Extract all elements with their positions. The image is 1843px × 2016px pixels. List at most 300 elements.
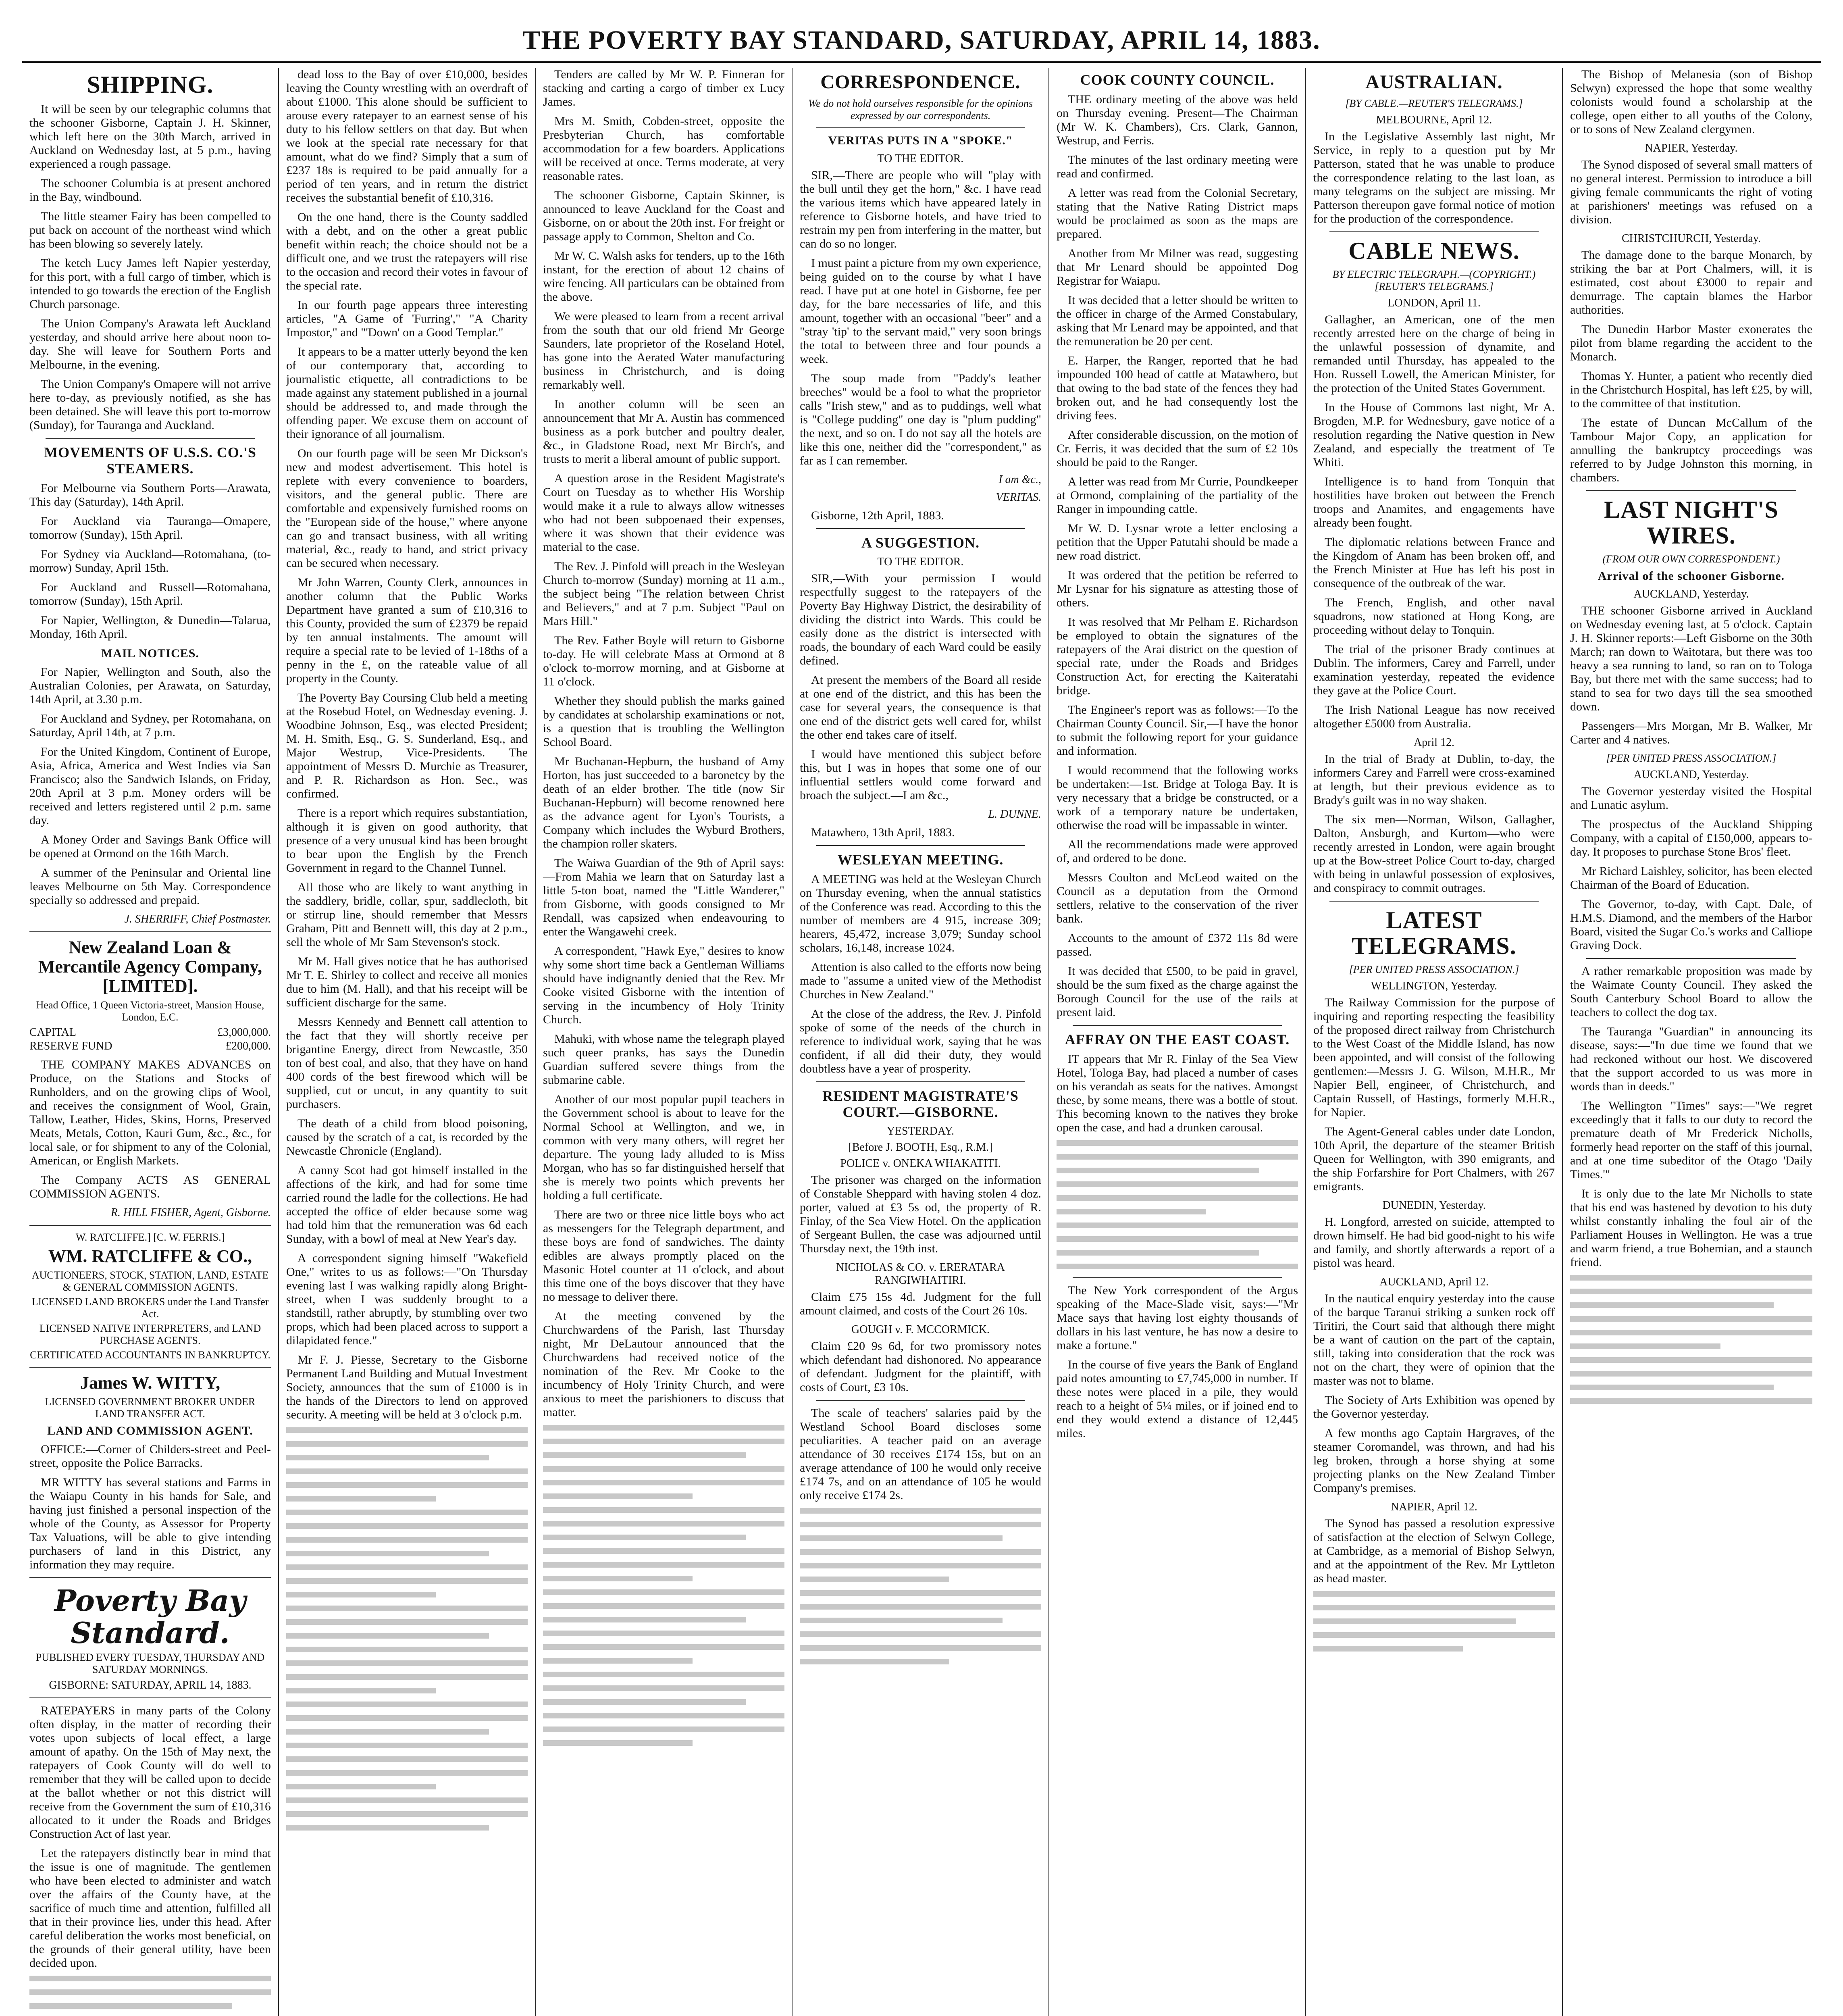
article-paragraph: Mr W. D. Lysnar wrote a letter enclosing a petition that the Upper Patutahi should be made a new road district.	[1057, 522, 1298, 562]
mail-paragraph: For Auckland and Sydney, per Rotomahana, on Saturday, April 14th, at 7 p.m.	[29, 712, 271, 739]
reserve-row	[29, 1039, 271, 1053]
article-paragraph: The damage done to the barque Monarch, by striking the bar at Port Chalmers, will, it is estimated, cost about £3000 to repair and demurrage. The captain blames the Harbor authorities.	[1570, 248, 1812, 317]
veritas-heading: VERITAS PUTS IN A "SPOKE."	[828, 134, 1013, 147]
text-line	[286, 1797, 528, 1803]
text-filler	[1057, 1140, 1298, 1269]
suggestion-heading: A SUGGESTION.	[861, 535, 980, 551]
text-line	[29, 1976, 271, 1981]
text-line	[800, 1563, 1041, 1568]
text-line	[543, 1439, 784, 1444]
dateline: LONDON, April 11.	[1387, 297, 1481, 309]
article-paragraph: A correspondent, "Hawk Eye," desires to know why some short time back a Gentleman Williams should have indignantly denied that the Rev. Mr Cooke visited Gisborne with the intention of serving in the incumbency of Holy Trinity Church.	[543, 944, 784, 1026]
witty-office: OFFICE:—Corner of Childers-street and Peel-street, opposite the Police Barracks.	[29, 1443, 271, 1470]
affray-heading: AFFRAY ON THE EAST COAST.	[1065, 1031, 1290, 1048]
text-line	[543, 1658, 693, 1664]
masthead-rule	[22, 61, 1821, 63]
last-nights-wires-heading: LAST NIGHT'S WIRES.	[1604, 496, 1779, 549]
correspondence-disclaimer: We do not hold ourselves responsible for the opinions expressed by our correspondents.	[808, 98, 1033, 121]
letter-closing: I am &c.,	[998, 473, 1041, 486]
text-line	[1057, 1209, 1206, 1214]
text-line	[1570, 1289, 1812, 1294]
article-paragraph: Mr John Warren, County Clerk, announces in another column that the Public Works Department have granted a sum of £10,316 to this County, provided the sum of £2379 be repaid by ten annual instalments. The amount will require a special rate to be levied of 1-18ths of a penny in the £, on the rateable value of all property in the County.	[286, 576, 528, 685]
dateline: CHRISTCHURCH, Yesterday.	[1621, 232, 1761, 245]
text-line	[286, 1702, 528, 1707]
article-paragraph: On the one hand, there is the County saddled with a debt, and on the other a great public benefit within reach; the choice should not be a difficult one, and we trust the ratepayers will rise to the occasion and record their votes in favour of the special rate.	[286, 210, 528, 292]
text-line	[286, 1427, 528, 1433]
text-line	[286, 1578, 528, 1584]
shipping-paragraph: It will be seen by our telegraphic columns that the schooner Gisborne, Captain J. H. Skinner, which left here on the 30th March, arrived in Auckland on Wednesday last, at 5 p.m., having experienced a rough passage.	[29, 102, 271, 171]
article-paragraph: Claim £20 9s 6d, for two promissory notes which defendant had dishonored. No appearance of defendant. Judgment for the plaintiff, with costs of Court, £3 10s.	[800, 1339, 1041, 1394]
text-line	[286, 1482, 528, 1488]
article-paragraph: dead loss to the Bay of over £10,000, besides leaving the County wrestling with an overdraft of about £1000. This alone should be sufficient to arouse every ratepayer to an earnest sense of his duty to his fellow settlers on that day. But when we look at the special rate necessary for that amount, what do we find? Simply that a sum of £237 18s is required to be paid annually for a period of ten years, and in return the district receives the substantial benefit of £10,316.	[286, 68, 528, 204]
divider	[29, 1367, 271, 1368]
article-paragraph: In the nautical enquiry yesterday into the cause of the barque Taranui striking a sunken rock off Tiritiri, the Court said that although there might be a want of caution on the part of the captain, still, taking into consideration that the rock was not on the chart, they were of opinion that the master was not to blame.	[1313, 1292, 1555, 1387]
text-line	[800, 1549, 1041, 1555]
article-paragraph: The Tauranga "Guardian" in announcing its disease, says:—"In due time we found that we had reckoned without our host. We discovered that the support accorded to us was more in words than in deeds."	[1570, 1025, 1812, 1093]
latest-telegrams-subheading: [PER UNITED PRESS ASSOCIATION.]	[1349, 964, 1519, 975]
article-paragraph: After considerable discussion, on the motion of Cr. Ferris, it was decided that the sum of £2 10s should be paid to the Ranger.	[1057, 428, 1298, 469]
letter-paragraph: I must paint a picture from my own experience, being guided on to the course by what I have read. I have put at one hotel in Gisborne, fee per day, for the bare necessaries of life, and this amount, together with an occasional "beer" and a "stray 'tip' to the servant maid," very soon brings the total to between three and four pounds a week.	[800, 256, 1041, 366]
dateline: AUCKLAND, Yesterday.	[1633, 588, 1749, 600]
text-line	[800, 1645, 1041, 1651]
ratcliffe-line: LICENSED LAND BROKERS under the Land Transfer Act.	[31, 1296, 269, 1320]
text-line	[543, 1685, 784, 1691]
ratcliffe-line: CERTIFICATED ACCOUNTANTS IN BANKRUPTCY.	[30, 1349, 270, 1361]
text-line	[29, 2003, 232, 2009]
text-line	[286, 1455, 489, 1460]
letter-paragraph: SIR,—There are people who will "play with the bull until they get the horn," &c. I have read the various items which have appeared lately in reference to Gisborne hotels, and have tried to restrain my pen from interfering in the matter, but can do so no longer.	[800, 169, 1041, 250]
text-line	[543, 1562, 784, 1568]
text-line	[286, 1674, 528, 1680]
text-line	[286, 1564, 528, 1570]
reserve-label: RESERVE FUND	[29, 1040, 112, 1052]
article-paragraph: All those who are likely to want anything in the saddlery, bridle, collar, spur, saddlecloth, bit or stirrup line, should remember that Messrs Graham, Pitt and Bennett will, this day at 2 p.m., sell the whole of Mr Sam Stevenson's stock.	[286, 881, 528, 949]
article-paragraph: It was ordered that the petition be referred to Mr Lysnar for his signature as attesting those of others.	[1057, 569, 1298, 609]
article-paragraph: The schooner Gisborne, Captain Skinner, is announced to leave Auckland for the Coast and Gisborne, on or about the 20th inst. For freight or passage apply to Common, Shelton and Co.	[543, 189, 784, 243]
text-line	[286, 1756, 528, 1762]
column-6	[1306, 68, 1563, 2016]
article-paragraph: IT appears that Mr R. Finlay of the Sea View Hotel, Tologa Bay, had placed a number of cases on his verandah as seats for the natives. Amongst these, by some means, there was a bottle of stout. This becoming known to the natives they broke open the case, and had a drunken carousal.	[1057, 1052, 1298, 1134]
text-line	[1570, 1275, 1812, 1281]
australian-subheading: [BY CABLE.—REUTER'S TELEGRAMS.]	[1345, 98, 1523, 109]
article-paragraph: It was decided that a letter should be written to the officer in charge of the Armed Constabulary, asking that Mr Lenard may be appointed, and that the remuneration be 20 per cent.	[1057, 294, 1298, 348]
text-line	[1057, 1154, 1298, 1160]
text-line	[800, 1577, 949, 1582]
article-paragraph: THE schooner Gisborne arrived in Auckland on Wednesday evening last, at 5 o'clock. Captain J. H. Skinner reports:—Left Gisborne on the 30th March; ran down to Waitotara, but there was too heavy a sea running to land, so ran on to Tologa Bay, but there met with the same success; had to stand to sea for two days till the sea smoothed down.	[1570, 604, 1812, 713]
article-paragraph: Mr M. Hall gives notice that he has authorised Mr T. E. Shirley to collect and receive all monies due to him (M. Hall), and that his receipt will be sufficient discharge for the same.	[286, 955, 528, 1009]
article-paragraph: In the House of Commons last night, Mr A. Brogden, M.P. for Wednesbury, gave notice of a resolution regarding the Native question in New Zealand, and especially the treatment of Te Whiti.	[1313, 401, 1555, 469]
witty-heading: James W. WITTY,	[80, 1373, 220, 1393]
text-line	[286, 1729, 489, 1735]
article-paragraph: The six men—Norman, Wilson, Gallagher, Dalton, Ansburgh, and Kurtom—who were recently arrested in London, were again brought up at the Bow-street Police Court to-day, charged with being in unlawful possession of explosives, and conspiracy to commit outrages.	[1313, 813, 1555, 895]
article-paragraph: Mr Buchanan-Hepburn, the husband of Amy Horton, has just succeeded to a baronetcy by the death of an elder brother. The title (now Sir Buchanan-Hepburn) will become renowned here as the advance agent for Lyon's Tourists, a Company which includes the Wyburd Brothers, the champion roller skaters.	[543, 755, 784, 850]
shipping-paragraph: The Union Company's Arawata left Auckland yesterday, and should arrive here about noon to-day. She will leave for Southern Ports and Melbourne, in the evening.	[29, 317, 271, 371]
article-paragraph: The Wellington "Times" says:—"We regret exceedingly that it falls to our duty to record the premature death of Mr Frederick Nicholls, formerly head reporter on the staff of this journal, and at one time subeditor of the Otago 'Daily Times.'"	[1570, 1099, 1812, 1181]
article-paragraph: In the trial of Brady at Dublin, to-day, the informers Carey and Farrell were cross-examined at length, but their previous evidence as to Brady's guilt was in no way shaken.	[1313, 752, 1555, 807]
text-line	[286, 1551, 489, 1556]
rm-court-day: YESTERDAY.	[886, 1125, 955, 1137]
text-line	[800, 1604, 1041, 1610]
text-line	[1570, 1357, 1812, 1363]
divider	[816, 845, 1025, 846]
column-4	[793, 68, 1049, 2016]
text-line	[286, 1510, 528, 1515]
movements-heading: MOVEMENTS OF U.S.S. CO.'S STEAMERS.	[44, 444, 256, 477]
movement-item: For Melbourne via Southern Ports—Arawata, This day (Saturday), 14th April.	[29, 481, 271, 508]
article-paragraph: Gallagher, an American, one of the men recently arrested here on the charge of being in the unlawful possession of dynamite, and remanded until Thursday, has appealed to the Hon. Russell Lowell, the American Minister, for the protection of the United States Government.	[1313, 313, 1555, 395]
article-paragraph: The Synod disposed of several small matters of no general interest. Permission to introduce a bill giving female communicants the right of voting at parishioners' meetings was refused on a division.	[1570, 158, 1812, 226]
article-paragraph: The Engineer's report was as follows:—To the Chairman County Council. Sir,—I have the honor to submit the following report for your guidance and information.	[1057, 703, 1298, 758]
divider	[29, 1697, 271, 1698]
article-paragraph: The New York correspondent of the Argus speaking of the Mace-Slade visit, says:—"Mr Mace says that having lost eighty thousands of dollars in his last venture, he has now a desire to make a fortune."	[1057, 1284, 1298, 1352]
witty-land-agent: LAND AND COMMISSION AGENT.	[47, 1424, 253, 1437]
article-paragraph: The Poverty Bay Coursing Club held a meeting at the Rosebud Hotel, on Wednesday evening. J. Woodbine Johnson, Esq., was elected President; M. H. Smith, Esq., G. S. Sunderland, Esq., and Major Westrup, Vice-Presidents. The appointment of Messrs D. Murchie as Treasurer, and P. R. Richardson as Hon. Sec., was confirmed.	[286, 691, 528, 800]
text-line	[543, 1493, 693, 1499]
article-paragraph: It appears to be a matter utterly beyond the ken of our contemporary that, according to journalistic etiquette, all contradictions to be made against any statement published in a journal should be addressed to, and made through the offending paper. We excuse them on account of their ignorance of all journalism.	[286, 345, 528, 441]
ratcliffe-line: AUCTIONEERS, STOCK, STATION, LAND, ESTATE & GENERAL COMMISSION AGENTS.	[31, 1269, 269, 1293]
text-line	[543, 1603, 784, 1609]
movement-item: For Sydney via Auckland—Rotomahana, (to-morrow) Sunday, April 15th.	[29, 548, 271, 575]
rm-case-title: NICHOLAS & CO. v. ERERATARA RANGIWHAITIRI.	[836, 1261, 1005, 1287]
text-filler	[1313, 1591, 1555, 1652]
shipping-paragraph: The little steamer Fairy has been compelled to put back on account of the northeast wind which has been blowing so severely lately.	[29, 210, 271, 250]
mail-notices-heading: MAIL NOTICES.	[101, 647, 200, 660]
article-paragraph: The Railway Commission for the purpose of inquiring and reporting respecting the feasibility of the proposed direct railway from Christchurch to the West Coast of the Middle Island, has now been appointed, and will consist of the following gentlemen:—Messrs J. G. Wilson, M.H.R., Mr Napier Bell, engineer, of Christchurch, and Captain Russell, of Hastings, formerly M.H.R., for Napier.	[1313, 996, 1555, 1119]
capital-row	[29, 1026, 271, 1039]
letter-signature: L. DUNNE.	[988, 808, 1041, 821]
text-line	[543, 1631, 784, 1636]
text-filler	[543, 1425, 784, 1746]
rm-court-heading: RESIDENT MAGISTRATE'S COURT.—GISBORNE.	[822, 1088, 1019, 1120]
article-paragraph: The French, English, and other naval squadrons, now stationed at Hong Kong, are proceeding without delay to Tonquin.	[1313, 596, 1555, 637]
letter-paragraph: The soup made from "Paddy's leather breeches" would be a fool to what the proprietor calls "Irish stew," and as to puddings, well what is "College pudding" one day is "plum pudding" the next, and so on. I do not say all the hotels are like this one, neither did the "correspondent," as far as I can remember.	[800, 372, 1041, 467]
text-line	[286, 1811, 528, 1817]
text-line	[286, 1770, 528, 1776]
article-paragraph: It is only due to the late Mr Nicholls to state that his end was hastened by devotion to his duty whilst constantly inhaling the foul air of the Parliament Houses in Wellington. He was a true and warm friend, a true Bohemian, and a staunch friend.	[1570, 1187, 1812, 1269]
text-line	[286, 1660, 528, 1666]
article-paragraph: The Irish National League has now received altogether £5000 from Australia.	[1313, 703, 1555, 730]
article-paragraph: A question arose in the Resident Magistrate's Court on Tuesday as to whether His Worship would make it a rule to always allow witnesses who had not been subpoenaed their expenses, where it was shown that their evidence was material to the case.	[543, 472, 784, 554]
ratcliffe-partners: W. RATCLIFFE.] [C. W. FERRIS.]	[75, 1231, 225, 1243]
text-line	[800, 1522, 1041, 1527]
australian-heading: AUSTRALIAN.	[1365, 71, 1503, 93]
column-3	[536, 68, 793, 2016]
article-paragraph: The estate of Duncan McCallum of the Tambour Major Copy, an application for annulling the bankruptcy proceedings was referred to by Judge Johnston this morning, in chambers.	[1570, 416, 1812, 484]
divider	[1586, 958, 1796, 959]
article-paragraph: Claim £75 15s 4d. Judgment for the full amount claimed, and costs of the Court 26 10s.	[800, 1290, 1041, 1317]
text-line	[543, 1548, 784, 1554]
text-line	[1570, 1343, 1720, 1349]
text-filler	[29, 1976, 271, 2016]
column-5	[1049, 68, 1306, 2016]
mail-paragraph: A Money Order and Savings Bank Office will be opened at Ormond on the 16th March.	[29, 833, 271, 860]
text-line	[286, 1523, 528, 1529]
text-line	[286, 1688, 436, 1693]
column-2	[279, 68, 536, 2016]
witty-paragraph: MR WITTY has several stations and Farms in the Waiapu County in his hands for Sale, and having just finished a personal inspection of the whole of the County, as Assessor for Property Tax Valuations, will be able to give intending purchasers of land in this District, any information they may require.	[29, 1476, 271, 1571]
shipping-heading: SHIPPING.	[87, 71, 214, 98]
article-paragraph: Messrs Kennedy and Bennett call attention to the fact that they will shortly receive per brigantine Energy, direct from Newcastle, 350 ton of best coal, and also, that they have on hand 400 cords of the best firewood which will be supplied, cut or uncut, in any quantity to suit purchasers.	[286, 1015, 528, 1111]
text-line	[286, 1619, 528, 1625]
dateline: April 12.	[1413, 736, 1455, 749]
letter-date: Matawhero, 13th April, 1883.	[811, 826, 955, 839]
article-paragraph: The prisoner was charged on the information of Constable Sheppard with having stolen 4 doz. porter, valued at £3 5s od, the property of R. Finlay, of the Sea View Hotel. On the application of Sergeant Bullen, the case was adjourned until Thursday next, the 19th inst.	[800, 1173, 1041, 1255]
divider	[816, 528, 1025, 529]
text-line	[286, 1633, 489, 1639]
text-line	[286, 1537, 528, 1543]
article-paragraph: Messrs Coulton and McLeod waited on the Council as a deputation from the Ormond settlers, relative to the conservation of the river bank.	[1057, 871, 1298, 925]
mail-paragraph: For the United Kingdom, Continent of Europe, Asia, Africa, America and West Indies via San Francisco; also the Sandwich Islands, on Friday, 20th April at 3 p.m. Money orders will be received and letters registered until 2 p.m. same day.	[29, 745, 271, 827]
text-line	[800, 1618, 1003, 1623]
text-line	[800, 1590, 1041, 1596]
text-line	[1570, 1385, 1774, 1390]
divider	[29, 1225, 271, 1226]
article-paragraph: In our fourth page appears three interesting articles, "A Game of 'Furring'," "A Charity Impostor," and "'Down' on a Good Templar."	[286, 298, 528, 339]
text-line	[543, 1507, 784, 1513]
article-paragraph: The diplomatic relations between France and the Kingdom of Anam has been broken off, and the French Minister at Hue has left his post in consequence of the outbreak of the war.	[1313, 535, 1555, 590]
article-paragraph: We were pleased to learn from a recent arrival from the south that our old friend Mr George Saunders, late proprietor of the Roseland Hotel, has gone into the Aerated Water manufacturing business in Christchurch, and is doing remarkably well.	[543, 310, 784, 392]
article-paragraph: In another column will be seen an announcement that Mr A. Austin has commenced business as a pork butcher and poultry dealer, &c., in Gladstone Road, next Mr Birch's, and trusts to merit a liberal amount of public support.	[543, 398, 784, 466]
article-paragraph: Another from Mr Milner was read, suggesting that Mr Lenard should be appointed Dog Registrar for Waiapu.	[1057, 247, 1298, 287]
text-line	[286, 1825, 489, 1831]
leader-paragraph: RATEPAYERS in many parts of the Colony often display, in the matter of recording their votes upon subjects of local effect, a large amount of apathy. On the 15th of May next, the ratepayers of Cook County will do well to remember that they will be called upon to decide at the ballot whether or not this district will receive from the Government the sum of £10,316 allocated to it under the Roads and Bridges Construction Act of last year.	[29, 1704, 271, 1841]
wesleyan-heading: WESLEYAN MEETING.	[837, 852, 1004, 868]
cable-news-subheading: BY ELECTRIC TELEGRAPH.—(COPYRIGHT.) [REUTER'S TELEGRAMS.]	[1332, 269, 1536, 292]
text-line	[1570, 1302, 1774, 1308]
letter-paragraph: SIR,—With your permission I would respectfully suggest to the ratepayers of the Poverty Bay Highway District, the desirability of dividing the district into Wards. This could be easily done as the district is intersected with roads, the boundary of each Ward could be easily defined.	[800, 572, 1041, 667]
text-filler	[286, 1427, 528, 1831]
text-line	[543, 1425, 784, 1431]
column-1	[22, 68, 279, 2016]
article-paragraph: Passengers—Mrs Morgan, Mr B. Walker, Mr Carter and 4 natives.	[1570, 719, 1812, 746]
article-paragraph: The prospectus of the Auckland Shipping Company, with a capital of £150,000, appears to-day. It proposes to purchase Stone Bros' fleet.	[1570, 818, 1812, 858]
article-paragraph: The trial of the prisoner Brady continues at Dublin. The informers, Carey and Farrell, under examination yesterday, repeated the evidence they gave at the Police Court.	[1313, 643, 1555, 697]
article-paragraph: Tenders are called by Mr W. P. Finneran for stacking and carting a cargo of timber ex Lucy James.	[543, 68, 784, 108]
shipping-paragraph: The schooner Columbia is at present anchored in the Bay, windbound.	[29, 177, 271, 204]
article-paragraph: Whether they should publish the marks gained by candidates at scholarship examinations or not, is a question that is troubling the Wellington School Board.	[543, 694, 784, 749]
text-line	[286, 1715, 528, 1721]
rm-court-before: [Before J. BOOTH, Esq., R.M.]	[848, 1141, 993, 1154]
text-line	[543, 1480, 784, 1485]
dateline: DUNEDIN, Yesterday.	[1382, 1199, 1486, 1212]
shipping-paragraph: The Union Company's Omapere will not arrive here to-day, as previously notified, as she has been detained. She will leave this port to-morrow (Sunday), for Tauranga and Auckland.	[29, 377, 271, 432]
mail-paragraph: For Napier, Wellington and South, also the Australian Colonies, per Arawata, on Saturday, 14th April, at 3.30 p.m.	[29, 665, 271, 706]
divider	[29, 1577, 271, 1578]
capital-value: £3,000,000.	[217, 1026, 271, 1039]
article-paragraph: All the recommendations made were approved of, and ordered to be done.	[1057, 838, 1298, 865]
text-line	[543, 1699, 746, 1705]
text-line	[286, 1606, 528, 1611]
article-paragraph: A correspondent signing himself "Wakefield One," writes to us as follows:—"On Thursday evening last I was walking rapidly along Bright-street, when I was suddenly brought to a standstill, rather abruptly, by stumbling over two props, which had been placed across to support a dilapidated fence."	[286, 1252, 528, 1347]
article-paragraph: The Waiwa Guardian of the 9th of April says:—From Mahia we learn that on Saturday last a little 5-ton boat, named the "Little Wanderer," from Gisborne, with goods consigned to Mr Rendall, was capsized when endeavouring to enter the Wangawehi creek.	[543, 856, 784, 938]
shipping-paragraph: The ketch Lucy James left Napier yesterday, for this port, with a full cargo of timber, which is intended to go towards the erection of the English Church parsonage.	[29, 256, 271, 311]
article-paragraph: A letter was read from the Colonial Secretary, stating that the Native Rating District maps would be proclaimed as soon as the maps are prepared.	[1057, 186, 1298, 241]
divider	[1586, 490, 1796, 491]
cable-news-heading: CABLE NEWS.	[1348, 237, 1520, 264]
text-line	[286, 1441, 528, 1447]
divider	[816, 1081, 1025, 1082]
dateline: NAPIER, April 12.	[1391, 1501, 1477, 1513]
article-paragraph: Mrs M. Smith, Cobden-street, opposite the Presbyterian Church, has comfortable accommodation for a few boarders. Applications will be received at once. Terms moderate, at very reasonable rates.	[543, 115, 784, 183]
article-paragraph: In the course of five years the Bank of England paid notes amounting to £7,745,000 in number. If these notes were placed in a pile, they would reach to a height of 5¼ miles, or if joined end to end they would extend a distance of 12,445 miles.	[1057, 1358, 1298, 1440]
article-paragraph: Intelligence is to hand from Tonquin that hostilities have broken out between the French troops and Anamites, and engagements have already been fought.	[1313, 475, 1555, 529]
article-paragraph: The scale of teachers' salaries paid by the Westland School Board discloses some peculiarities. A teacher paid on an average attendance of 30 receives £174 15s, but on an average attendance of 100 he would only receive £174 7s, and on an attendance of 105 he would only receive £174 2s.	[800, 1406, 1041, 1502]
text-line	[1570, 1316, 1812, 1322]
article-paragraph: On our fourth page will be seen Mr Dickson's new and modest advertisement. This hotel is replete with every convenience to boarders, visitors, and the general public. There are comfortable and expensively furnished rooms on the "European side of the house," where anyone can go and transact business, with all writing material, &c., ready to hand, and strict privacy can be secured when necessary.	[286, 447, 528, 570]
text-line	[1313, 1605, 1555, 1610]
letter-signature: VERITAS.	[996, 491, 1041, 504]
text-line	[1057, 1264, 1298, 1269]
last-nights-wires-subheading: (FROM OUR OWN CORRESPONDENT.)	[1602, 553, 1780, 565]
leader-paragraph: Let the ratepayers distinctly bear in mind that the issue is one of magnitude. The gentlemen who have been elected to administer and watch over the affairs of the County have, at the sacrifice of much time and attention, fulfilled all that in their province lies, under this head. After careful deliberation the works most beneficial, on the grounds of their general utility, have been decided upon.	[29, 1847, 271, 1970]
article-paragraph: Mr F. J. Piesse, Secretary to the Gisborne Permanent Land Building and Mutual Investment Society, announces that the sum of £1000 is in the hands of the Directors to lend on approved security. A meeting will be held at 3 o'clock p.m.	[286, 1353, 528, 1421]
divider	[816, 1400, 1025, 1401]
ratcliffe-heading: WM. RATCLIFFE & CO.,	[48, 1246, 252, 1266]
issue-dateline: GISBORNE: SATURDAY, APRIL 14, 1883.	[49, 1679, 252, 1691]
letter-paragraph: At present the members of the Board all reside at one end of the district, and this has been the case for several years, the consequence is that one end of the district gets well cared for, whilst the other end takes care of itself.	[800, 673, 1041, 741]
letter-date: Gisborne, 12th April, 1883.	[811, 509, 944, 522]
text-line	[1057, 1223, 1298, 1228]
text-line	[286, 1496, 436, 1502]
article-paragraph: The Synod has passed a resolution expressive of satisfaction at the election of Selwyn College, at Cambridge, as a memorial of Bishop Selwyn, and at the appointment of the Rev. Mr Lyttleton as head master.	[1313, 1517, 1555, 1585]
text-line	[543, 1576, 693, 1581]
nz-loan-office: Head Office, 1 Queen Victoria-street, Mansion House, London, E.C.	[36, 999, 264, 1023]
text-line	[286, 1743, 528, 1748]
article-paragraph: A few months ago Captain Hargraves, of the steamer Coromandel, was thrown, and had his leg broken, through a horse shying at some projecting planks on the New Zealand Timber Company's premises.	[1313, 1427, 1555, 1495]
movement-item: For Auckland and Russell—Rotomahana, tomorrow (Sunday), 15th April.	[29, 581, 271, 608]
capital-label: CAPITAL	[29, 1026, 76, 1039]
text-line	[800, 1535, 1003, 1541]
article-paragraph: The Dunedin Harbor Master exonerates the pilot from blame regarding the accident to the Monarch.	[1570, 323, 1812, 363]
to-editor: TO THE EDITOR.	[877, 152, 964, 165]
company-paragraph: The Company ACTS AS GENERAL COMMISSION AGENTS.	[29, 1173, 271, 1200]
article-paragraph: H. Longford, arrested on suicide, attempted to drown himself. He had bid good-night to his wife and family, and shortly afterwards a report of a pistol was heard.	[1313, 1215, 1555, 1270]
dateline: AUCKLAND, April 12.	[1379, 1276, 1489, 1288]
divider	[1329, 901, 1539, 902]
article-paragraph: The Governor, to-day, with Capt. Dale, of H.M.S. Diamond, and the members of the Harbor Board, visited the Sugar Co.'s works and Calliope Graving Dock.	[1570, 898, 1812, 952]
article-paragraph: A canny Scot had got himself installed in the affections of the kirk, and had for some time carried round the ladle for the collections. He had accepted the office of elder because some wag had told him that the remuneration was 6d each Sunday, with a bowl of meal at New Year's day.	[286, 1164, 528, 1245]
text-line	[29, 1989, 271, 1995]
text-line	[286, 1468, 528, 1474]
article-paragraph: E. Harper, the Ranger, reported that he had impounded 100 head of cattle at Matawhero, but that owing to the bad state of the fences they had broken out, and he had consequently lost the driving fees.	[1057, 354, 1298, 422]
text-line	[286, 1784, 436, 1789]
divider	[816, 127, 1025, 128]
text-filler	[1570, 1275, 1812, 1404]
text-line	[1057, 1168, 1259, 1173]
paper-title: Poverty Bay Standard.	[54, 1583, 246, 1650]
article-paragraph: At the close of the address, the Rev. J. Pinfold spoke of some of the needs of the church in reference to individual work, saying that he was confident, if all did their duty, they would doubtless have a year of prosperity.	[800, 1007, 1041, 1075]
correspondence-heading: CORRESPONDENCE.	[820, 71, 1021, 93]
text-line	[1570, 1330, 1812, 1335]
article-paragraph: It was decided that £500, to be paid in gravel, should be the sum fixed as the charge against the Borough Council for the use of the rails at present laid.	[1057, 964, 1298, 1019]
text-line	[1570, 1371, 1812, 1377]
article-paragraph: The Bishop of Melanesia (son of Bishop Selwyn) expressed the hope that some wealthy colonists would found a scholarship at the college, open either to all youths of the Colony, or to sons of New Zealand clergymen.	[1570, 68, 1812, 136]
article-paragraph: Mr W. C. Walsh asks for tenders, up to the 16th instant, for the erection of about 12 chains of wire fencing. All particulars can be obtained from the above.	[543, 249, 784, 304]
text-line	[286, 1592, 436, 1597]
text-line	[543, 1535, 746, 1540]
text-line	[286, 1647, 528, 1652]
article-paragraph: The minutes of the last ordinary meeting were read and confirmed.	[1057, 153, 1298, 180]
article-paragraph: A rather remarkable proposition was made by the Waimate County Council. They asked the South Canterbury School Board to allow the teachers to collect the dog tax.	[1570, 964, 1812, 1019]
divider	[1073, 1025, 1282, 1026]
article-paragraph: The Rev. Father Boyle will return to Gisborne to-day. He will celebrate Mass at Ormond at 8 o'clock to-morrow morning, and at Gisborne at 11 o'clock.	[543, 634, 784, 688]
text-line	[800, 1631, 1041, 1637]
agent-signature: R. HILL FISHER, Agent, Gisborne.	[110, 1206, 271, 1219]
company-paragraph: THE COMPANY MAKES ADVANCES on Produce, on the Stations and Stocks of Runholders, and on the growing clips of Wool, and receives the consignment of Wool, Grain, Tallow, Leather, Hides, Skins, Horns, Preserved Meats, Metals, Cotton, Kauri Gum, &c., &c., for local sale, or for shipment to any of the Colonial, American, or English Markets.	[29, 1058, 271, 1167]
article-paragraph: Mr Richard Laishley, solicitor, has been elected Chairman of the Board of Education.	[1570, 864, 1812, 891]
article-paragraph: A MEETING was held at the Wesleyan Church on Thursday evening, when the annual statistics of the Conference was read. According to this the number of members are 4 915, increase 309; hearers, 45,472, increase 3,079; Sunday school scholars, 16,148, increase 1024.	[800, 873, 1041, 954]
article-paragraph: The Governor yesterday visited the Hospital and Lunatic asylum.	[1570, 785, 1812, 812]
article-paragraph: A letter was read from Mr Currie, Poundkeeper at Ormond, complaining of the partiality of the Ranger in impounding cattle.	[1057, 475, 1298, 516]
masthead: THE POVERTY BAY STANDARD, SATURDAY, APRIL 14, 1883.	[522, 25, 1321, 55]
reserve-value: £200,000.	[226, 1040, 271, 1052]
text-line	[1057, 1236, 1298, 1242]
text-line	[1057, 1140, 1298, 1146]
letter-paragraph: I would have mentioned this subject before this, but I was in hopes that some one of our influential settlers would come forward and broach the subject.—I am &c.,	[800, 748, 1041, 802]
mail-paragraph: A summer of the Peninsular and Oriental line leaves Melbourne on 5th May. Correspondence specially so addressed and prepaid.	[29, 866, 271, 907]
text-line	[1313, 1646, 1463, 1652]
text-filler	[800, 1508, 1041, 1664]
text-line	[800, 1508, 1041, 1514]
columns	[22, 68, 1821, 2016]
text-line	[1313, 1632, 1555, 1638]
article-paragraph: It was resolved that Mr Pelham E. Richardson be employed to obtain the signatures of the ratepayers of the Arai district on the question of special rate, under the Roads and Bridges Construction Act, for erecting the Kaiteratahi bridge.	[1057, 615, 1298, 697]
arrival-heading: Arrival of the schooner Gisborne.	[1598, 569, 1785, 583]
text-line	[543, 1617, 746, 1622]
article-paragraph: The death of a child from blood poisoning, caused by the scratch of a cat, is recorded by the Newcastle Chronicle (England).	[286, 1117, 528, 1158]
cook-county-heading: COOK COUNTY COUNCIL.	[1080, 72, 1275, 88]
text-line	[543, 1466, 784, 1472]
article-paragraph: I would recommend that the following works be undertaken:—1st. Bridge at Tologa Bay. It is very necessary that a bridge be constructed, or a work of a temporary nature be undertaken, otherwise the road will be impassable in winter.	[1057, 764, 1298, 832]
text-line	[800, 1659, 949, 1664]
article-paragraph: In the Legislative Assembly last night, Mr Service, in reply to a question put by Mr Patterson, stated that he was unable to produce the correspondence relating to the last loan, as many telegrams on the subject are missing. Mr Patterson thereupon gave formal notice of motion for the production of the correspondence.	[1313, 130, 1555, 225]
article-paragraph: Attention is also called to the efforts now being made to "assume a united view of the Methodist Churches in New Zealand."	[800, 960, 1041, 1001]
text-line	[543, 1672, 784, 1677]
ratcliffe-line: LICENSED NATIVE INTERPRETERS, and LAND PURCHASE AGENTS.	[39, 1322, 261, 1346]
article-paragraph: THE ordinary meeting of the above was held on Thursday evening. Present—The Chairman (Mr W. K. Chambers), Crs. Clark, Gannon, Westrup, and Ferris.	[1057, 93, 1298, 147]
article-paragraph: At the meeting convened by the Churchwardens of the Parish, last Thursday night, Mr DeLautour announced that the Churchwardens had received notice of the nomination of the Rev. Mr Cooke to the incumbency of Holy Trinity Church, and were anxious to meet the parishioners to discuss that matter.	[543, 1310, 784, 1419]
rm-case-title: POLICE v. ONEKA WHAKATITI.	[840, 1157, 1001, 1170]
article-paragraph: There are two or three nice little boys who act as messengers for the Telegraph department, and these boys are fond of sandwiches. The dainty edibles are always promptly placed on the Masonic Hotel counter at 11 o'clock, and about this time one of the boys discover that they have no message to deliver there.	[543, 1208, 784, 1304]
divider	[1329, 231, 1539, 232]
postmaster-signature: J. SHERRIFF, Chief Postmaster.	[124, 913, 271, 925]
article-paragraph: Thomas Y. Hunter, a patient who recently died in the Christchurch Hospital, has left £25, by will, to the committee of that institution.	[1570, 369, 1812, 410]
dateline: MELBOURNE, April 12.	[1376, 114, 1492, 126]
divider	[29, 931, 271, 932]
text-line	[1057, 1195, 1298, 1201]
dateline: NAPIER, Yesterday.	[1645, 142, 1738, 154]
divider	[46, 438, 255, 439]
text-line	[1057, 1250, 1259, 1256]
divider	[1073, 1277, 1282, 1278]
text-line	[1570, 1398, 1812, 1404]
text-line	[543, 1727, 784, 1732]
text-line	[543, 1740, 693, 1746]
rm-case-title: GOUGH v. F. MCCORMICK.	[851, 1323, 990, 1336]
movement-item: For Auckland via Tauranga—Omapere, tomorrow (Sunday), 15th April.	[29, 514, 271, 541]
text-line	[543, 1452, 746, 1458]
text-line	[1313, 1618, 1516, 1624]
witty-subheading: LICENSED GOVERNMENT BROKER UNDER LAND TRANSFER ACT.	[45, 1396, 256, 1420]
dateline: AUCKLAND, Yesterday.	[1633, 768, 1749, 781]
article-paragraph: The Agent-General cables under date London, 10th April, the departure of the steamer British Queen for Wellington, with 390 emigrants, and the ship Forfarshire for Port Chalmers, with 267 emigrants.	[1313, 1125, 1555, 1193]
latest-telegrams-heading: LATEST TELEGRAMS.	[1352, 907, 1516, 959]
article-paragraph: There is a report which requires substantiation, although it is given on good authority, that presence of a very unusual kind has been brought to bear upon the English by the French Government in regard to the Channel Tunnel.	[286, 806, 528, 875]
article-paragraph: The Society of Arts Exhibition was opened by the Governor yesterday.	[1313, 1393, 1555, 1420]
text-line	[543, 1589, 784, 1595]
article-paragraph: Mahuki, with whose name the telegraph played such queer pranks, has says the Dunedin Guardian suffered severe things from the submarine cable.	[543, 1032, 784, 1087]
text-line	[543, 1521, 784, 1527]
